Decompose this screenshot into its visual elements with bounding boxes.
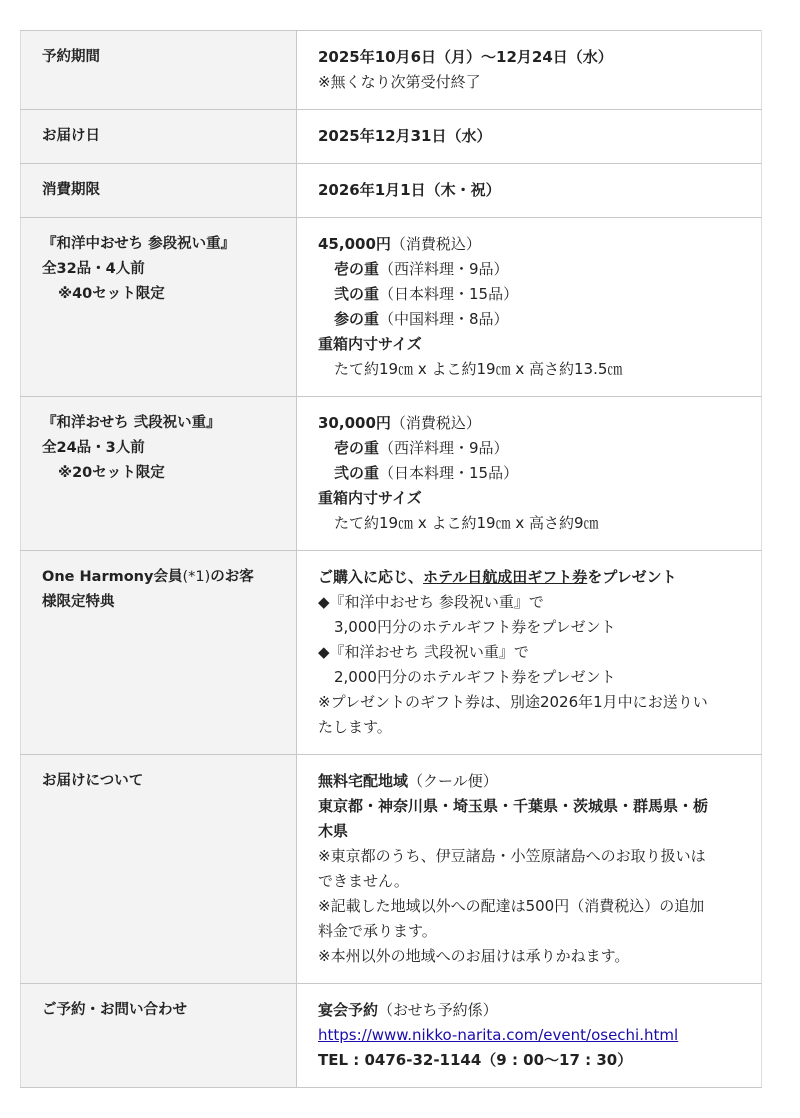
size-text: たて約19㎝ x よこ約19㎝ x 高さ約13.5㎝ (334, 360, 623, 378)
row-value (297, 218, 762, 397)
tier-name: 壱の重 (334, 439, 380, 457)
table-row (21, 397, 762, 551)
row-value (297, 984, 762, 1088)
contact-note: （おせち予約係） (378, 1001, 498, 1019)
row-label (21, 397, 297, 551)
label-line: お届けについて (42, 773, 144, 789)
row-label (21, 755, 297, 984)
delivery-areas: 木県 (318, 822, 349, 840)
product-name: 『和洋中おせち 参段祝い重』 (42, 236, 236, 252)
table-row (21, 110, 762, 164)
product-count: 全24品・3人前 (42, 440, 145, 456)
label-text: 様限定特典 (42, 594, 115, 610)
delivery-note: できません。 (318, 872, 409, 890)
product-name: 『和洋おせち 弐段祝い重』 (42, 415, 221, 431)
tier-name: 弐の重 (334, 464, 380, 482)
delivery-note: ※東京都のうち、伊豆諸島・小笠原諸島へのお取り扱いは (318, 847, 706, 865)
table-row (21, 755, 762, 984)
price: 30,000円 (318, 414, 391, 432)
tier-detail: （日本料理・15品） (379, 285, 519, 303)
row-value (297, 755, 762, 984)
reservation-note: ※無くなり次第受付終了 (318, 73, 481, 91)
expiry-date: 2026年1月1日（木・祝） (318, 181, 501, 199)
benefit-note: たします。 (318, 718, 392, 736)
contact-tel: TEL : 0476-32-1144（9 : 00〜17 : 30） (318, 1051, 633, 1069)
label-line: ご予約・お問い合わせ (42, 1002, 187, 1018)
size-title: 重箱内寸サイズ (318, 489, 422, 507)
label-line: お届け日 (42, 128, 100, 144)
delivery-area-note: （クール便） (408, 772, 498, 790)
tier-name: 参の重 (334, 310, 380, 328)
table-row (21, 551, 762, 755)
price-note: （消費税込） (390, 414, 481, 432)
row-label (21, 984, 297, 1088)
price-note: （消費税込） (390, 235, 481, 253)
info-table (20, 30, 762, 1088)
size-title: 重箱内寸サイズ (318, 335, 422, 353)
row-label (21, 551, 297, 755)
delivery-date: 2025年12月31日（水） (318, 127, 492, 145)
member-program: One Harmony会員 (42, 569, 183, 585)
table-row (21, 164, 762, 218)
table-row (21, 218, 762, 397)
delivery-area-title: 無料宅配地域 (318, 772, 409, 790)
tier-detail: （西洋料理・9品） (379, 260, 509, 278)
product-limit: ※20セット限定 (58, 465, 165, 481)
row-label (21, 110, 297, 164)
row-value (297, 551, 762, 755)
tier-detail: （中国料理・8品） (379, 310, 509, 328)
footnote-ref: (*1) (182, 569, 211, 585)
benefit-intro: ご購入に応じ、 (318, 568, 424, 586)
label-line: 消費期限 (42, 182, 100, 198)
reservation-period: 2025年10月6日（月）〜12月24日（水） (318, 48, 613, 66)
contact-title: 宴会予約 (318, 1001, 379, 1019)
row-value (297, 31, 762, 110)
benefit-intro: をプレゼント (587, 568, 677, 586)
benefit-detail: 2,000円分のホテルギフト券をプレゼント (334, 668, 616, 686)
benefit-item: ◆『和洋中おせち 参段祝い重』で (318, 593, 544, 611)
gift-voucher-link[interactable]: ホテル日航成田ギフト券 (423, 568, 588, 586)
delivery-areas: 東京都・神奈川県・埼玉県・千葉県・茨城県・群馬県・栃 (318, 797, 709, 815)
benefit-detail: 3,000円分のホテルギフト券をプレゼント (334, 618, 616, 636)
tier-detail: （日本料理・15品） (379, 464, 519, 482)
row-label (21, 218, 297, 397)
tier-detail: （西洋料理・9品） (379, 439, 509, 457)
row-value (297, 110, 762, 164)
benefit-item: ◆『和洋おせち 弐段祝い重』で (318, 643, 529, 661)
delivery-note: ※本州以外の地域へのお届けは承りかねます。 (318, 947, 630, 965)
benefit-note: ※プレゼントのギフト券は、別途2026年1月中にお送りい (318, 693, 708, 711)
tier-name: 壱の重 (334, 260, 380, 278)
price: 45,000円 (318, 235, 391, 253)
row-value (297, 164, 762, 218)
row-label (21, 164, 297, 218)
table-row (21, 31, 762, 110)
size-text: たて約19㎝ x よこ約19㎝ x 高さ約9㎝ (334, 514, 599, 532)
product-limit: ※40セット限定 (58, 286, 165, 302)
tier-name: 弐の重 (334, 285, 380, 303)
table-row (21, 984, 762, 1088)
row-value (297, 397, 762, 551)
row-label (21, 31, 297, 110)
label-text: のお客 (210, 569, 254, 585)
product-count: 全32品・4人前 (42, 261, 145, 277)
delivery-note: ※記載した地域以外への配達は500円（消費税込）の追加 (318, 897, 705, 915)
osechi-page-link[interactable]: https://www.nikko-narita.com/event/osechi.html (318, 1026, 679, 1044)
label-line: 予約期間 (42, 49, 100, 65)
delivery-note: 料金で承ります。 (318, 922, 437, 940)
